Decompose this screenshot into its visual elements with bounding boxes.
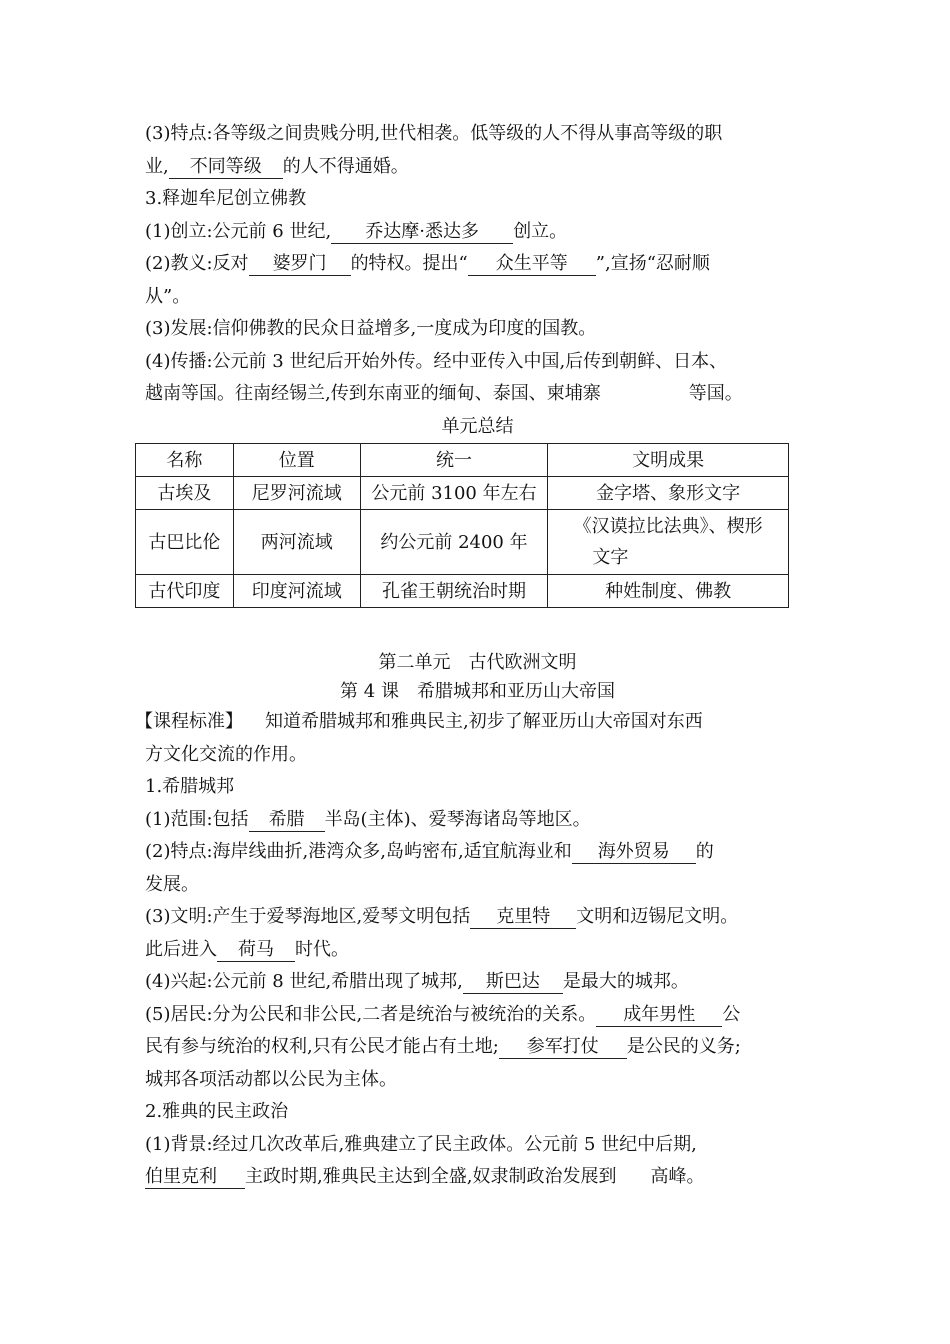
course-standard-cont: 方文化交流的作用。 <box>145 743 307 765</box>
buddhism-doctrine <box>145 248 810 281</box>
text: 越南等国。往南经锡兰,传到东南亚的缅甸、泰国、柬埔寨 <box>145 383 601 404</box>
text: 业, <box>145 155 169 177</box>
lesson-title: 第 4 课 希腊城邦和亚历山大帝国 <box>340 681 615 702</box>
fill-blank: 乔达摩·悉达多 <box>331 221 513 244</box>
text: 是公民的义务; <box>626 1036 741 1057</box>
text: 公 <box>722 1003 741 1025</box>
fill-blank: 不同等级 <box>169 156 283 179</box>
text: 的 <box>695 841 714 862</box>
greek-trait-cont: 发展。 <box>145 873 199 895</box>
unit2-section <box>135 648 810 1194</box>
table-row <box>136 510 789 575</box>
text: 高峰。 <box>650 1166 705 1187</box>
unit-title: 第二单元 古代欧洲文明 <box>378 652 577 673</box>
standard-label: 【课程标准】 <box>135 711 243 732</box>
table-header-row <box>136 444 789 477</box>
text: 文明和迈锡尼文明。 <box>576 906 739 927</box>
header-cell: 统一 <box>360 444 548 477</box>
fill-blank: 克里特 <box>470 906 576 929</box>
greek-trait <box>145 836 810 869</box>
buddhism-spread-cont <box>145 378 810 411</box>
text: 时代。 <box>295 938 349 960</box>
course-standard <box>135 706 810 739</box>
text: (1)创立:公元前 6 世纪, <box>145 220 332 242</box>
summary-table <box>135 443 789 608</box>
buddhism-doctrine-cont: 从”。 <box>145 285 191 307</box>
caste-feature-line1 <box>145 118 810 151</box>
greek-residents-cont2: 城邦各项活动都以公民为主体。 <box>145 1068 397 1090</box>
fill-blank: 海外贸易 <box>572 841 696 864</box>
fill-blank: 伯里克利 <box>145 1166 245 1189</box>
table-cell: 印度河流域 <box>233 575 360 608</box>
greek-civilization-cont <box>145 934 810 967</box>
text: (1)范围:包括 <box>145 808 249 830</box>
fill-blank: 斯巴达 <box>463 971 563 994</box>
table-title: 单元总结 <box>441 415 514 437</box>
athens-background: (1)背景:经过几次改革后,雅典建立了民主政体。公元前 5 世纪中后期, <box>145 1133 697 1155</box>
section-heading: 3.释迦牟尼创立佛教 <box>145 188 307 209</box>
text: 民有参与统治的权利,只有公民才能占有土地; <box>145 1036 499 1057</box>
table-cell <box>548 510 789 575</box>
greek-civilization <box>145 901 810 934</box>
text: 的特权。提出“ <box>350 253 468 274</box>
table-cell: 金字塔、象形文字 <box>548 477 789 510</box>
fill-blank: 婆罗门 <box>249 253 351 276</box>
fill-blank: 希腊 <box>249 809 325 832</box>
cell-line: 《汉谟拉比法典》、楔形 <box>573 516 763 537</box>
fill-blank: 荷马 <box>217 939 295 962</box>
table-cell: 古代印度 <box>136 575 234 608</box>
table-cell: 古埃及 <box>136 477 234 510</box>
buddhism-spread: (4)传播:公元前 3 世纪后开始外传。经中亚传入中国,后传到朝鲜、日本、 <box>145 350 728 372</box>
text: 主政时期,雅典民主达到全盛,奴隶制政治发展到 <box>245 1166 617 1187</box>
text: (3)文明:产生于爱琴海地区,爱琴文明包括 <box>145 906 471 927</box>
section-heading: 2.雅典的民主政治 <box>145 1101 289 1122</box>
text: (2)教义:反对 <box>145 253 249 274</box>
buddhism-development: (3)发展:信仰佛教的民众日益增多,一度成为印度的国教。 <box>145 318 597 339</box>
text: (3)特点:各等级之间贵贱分明,世代相袭。低等级的人不得从事高等级的职 <box>145 123 723 144</box>
table-cell: 约公元前 2400 年 <box>360 510 548 575</box>
header-cell: 位置 <box>233 444 360 477</box>
table-cell: 尼罗河流域 <box>233 477 360 510</box>
table-cell: 种姓制度、佛教 <box>548 575 789 608</box>
text: 此后进入 <box>145 938 217 960</box>
table-cell: 孔雀王朝统治时期 <box>360 575 548 608</box>
document-page <box>145 118 810 443</box>
table-cell: 两河流域 <box>233 510 360 575</box>
fill-blank: 成年男性 <box>596 1004 722 1027</box>
greek-rise <box>145 966 810 999</box>
section-heading: 1.希腊城邦 <box>145 776 235 797</box>
greek-residents <box>145 999 810 1032</box>
text: 知道希腊城邦和雅典民主,初步了解亚历山大帝国对东西 <box>265 711 703 732</box>
text: 创立。 <box>513 220 568 242</box>
athens-background-cont <box>145 1161 810 1194</box>
buddhism-founding <box>145 216 810 249</box>
text: ”,宣扬“忍耐顺 <box>595 253 710 274</box>
header-cell: 名称 <box>136 444 234 477</box>
table-row <box>136 477 789 510</box>
text: 的人不得通婚。 <box>282 155 409 177</box>
table-cell: 古巴比伦 <box>136 510 234 575</box>
text: (5)居民:分为公民和非公民,二者是统治与被统治的关系。 <box>145 1003 597 1025</box>
text: (4)兴起:公元前 8 世纪,希腊出现了城邦, <box>145 971 463 992</box>
caste-feature-line2 <box>145 151 810 184</box>
text: 半岛(主体)、爱琴海诸岛等地区。 <box>324 808 591 830</box>
greek-residents-cont <box>145 1031 810 1064</box>
fill-blank: 参军打仗 <box>499 1036 627 1059</box>
text: 是最大的城邦。 <box>562 971 689 992</box>
table-row <box>136 575 789 608</box>
table-cell: 公元前 3100 年左右 <box>360 477 548 510</box>
text: 等国。 <box>688 383 743 404</box>
fill-blank: 众生平等 <box>468 253 596 276</box>
text: (2)特点:海岸线曲折,港湾众多,岛屿密布,适宜航海业和 <box>145 841 572 862</box>
greek-scope <box>145 804 810 837</box>
cell-line: 文字 <box>592 547 629 568</box>
header-cell: 文明成果 <box>548 444 789 477</box>
